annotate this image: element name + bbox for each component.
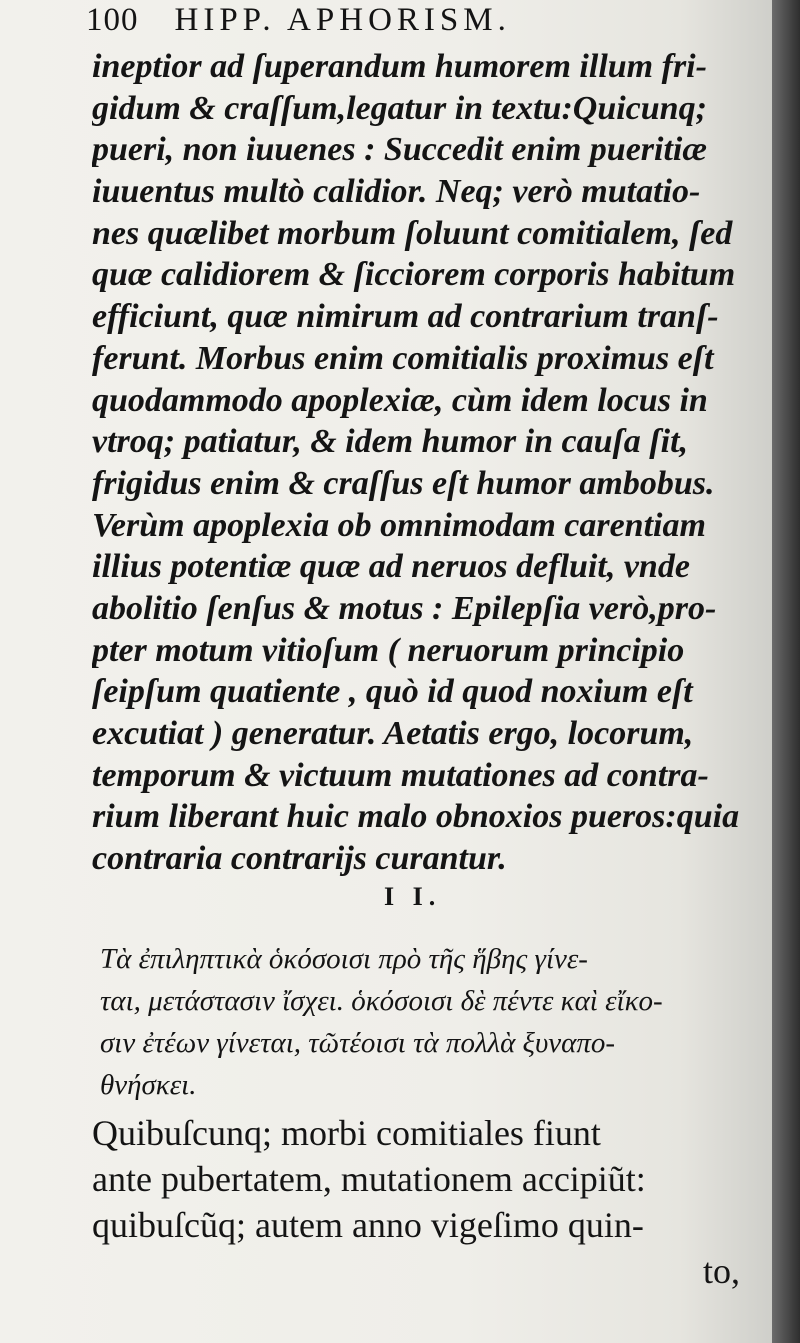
greek-line: θνήσκει. — [100, 1069, 197, 1101]
text-line: abolitio ſenſus & motus : Epilepſia verò,pro- — [92, 589, 717, 627]
text-line: pueri, non iuuenes : Succedit enim pueritiæ — [92, 131, 707, 169]
latin-line: Quibuſcunq; morbi comitiales fiunt — [92, 1113, 601, 1153]
page-number: 100 — [86, 2, 139, 38]
text-line: frigidus enim & craſſus eſt humor ambobus. — [92, 464, 715, 502]
running-title: HIPP. APHORISM. — [174, 2, 511, 38]
latin-aphorism — [92, 1110, 740, 1294]
latin-line: ante pubertatem, mutationem accipiũt: — [92, 1159, 646, 1199]
text-line: vtroq; patiatur, & idem humor in cauſa ſit, — [92, 423, 689, 461]
text-line: ferunt. Morbus enim comitialis proximus eſt — [92, 339, 714, 377]
text-line: quodammodo apoplexiæ, cùm idem locus in — [92, 381, 708, 419]
text-line: efficiunt, quæ nimirum ad contrarium tranſ- — [92, 298, 719, 336]
section-number: I I. — [384, 882, 442, 911]
text-line: ineptior ad ſuperandum humorem illum fri- — [92, 48, 707, 85]
greek-line: ται, μετάστασιν ἴσχει. ὁκόσοισι δὲ πέντε καὶ εἴκο- — [100, 985, 663, 1017]
text-line: iuuentus multò calidior. Neq; verò mutatio- — [92, 173, 701, 211]
greek-aphorism — [100, 938, 740, 1106]
text-line: ſeipſum quatiente , quò id quod noxium eſt — [92, 673, 693, 711]
text-line: temporum & victuum mutationes ad contra- — [92, 756, 709, 794]
greek-line: Τὰ ἐπιληπτικὰ ὁκόσοισι πρὸ τῆς ἥβης γίνε- — [100, 943, 588, 975]
text-line: illius potentiæ quæ ad neruos defluit, vnde — [92, 548, 690, 586]
commentary-text — [92, 46, 740, 880]
greek-line: σιν ἐτέων γίνεται, τῶτέοισι τὰ πολλὰ ξυναπο- — [100, 1027, 616, 1059]
text-line: Verùm apoplexia ob omnimodam carentiam — [92, 506, 706, 544]
text-line: excutiat ) generatur. Aetatis ergo, locorum, — [92, 715, 694, 752]
text-line: gidum & craſſum,legatur in textu:Quicunq; — [92, 89, 707, 127]
text-line: quæ calidiorem & ſicciorem corporis habitum — [92, 256, 736, 294]
latin-line: quibuſcũq; autem anno vigeſimo quin- — [92, 1205, 644, 1245]
text-line: contraria contrarijs curantur. — [92, 840, 507, 878]
text-line: rium liberant huic malo obnoxios pueros:quia — [92, 798, 740, 836]
page-header — [86, 2, 511, 39]
latin-line: to, — [702, 1251, 740, 1291]
text-line: pter motum vitioſum ( neruorum principio — [92, 631, 685, 669]
page-edge-shadow — [772, 0, 800, 1343]
text-line: nes quælibet morbum ſoluunt comitialem, ſed — [92, 214, 733, 252]
